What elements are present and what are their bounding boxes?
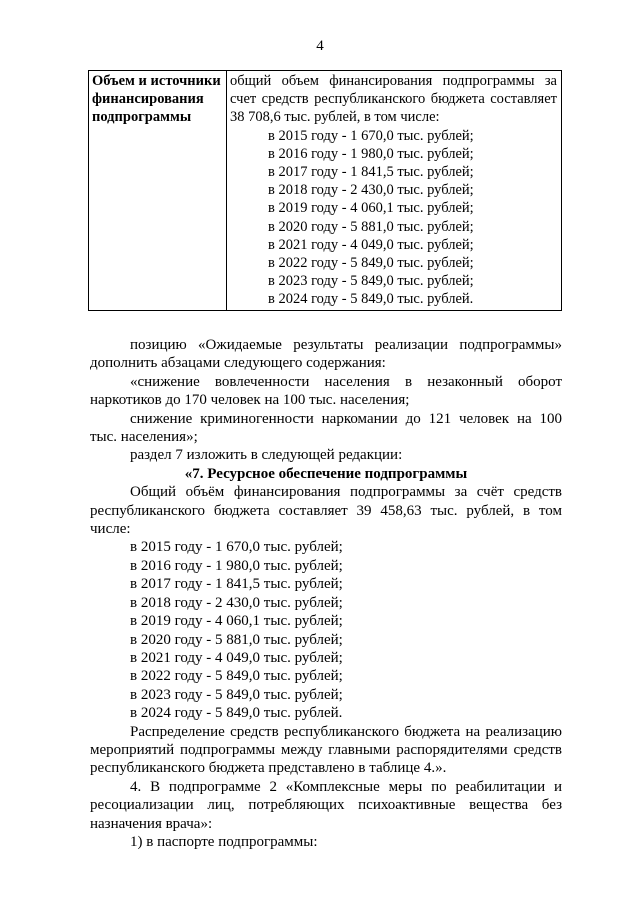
year-line: в 2022 году - 5 849,0 тыс. рублей; [268,255,474,272]
year-line: в 2021 году - 4 049,0 тыс. рублей; [268,236,474,253]
year-line: в 2016 году - 1 980,0 тыс. рублей; [130,557,343,574]
paragraph: 4. В подпрограмме 2 «Комплексные меры по реабилитации и ресоциализации лиц, потребляющих психоактивные вещества без назначения врача»: [90,778,562,832]
row-label: Объем и источники финансирования подпрограммы [89,71,227,311]
year-line: в 2020 году - 5 881,0 тыс. рублей; [268,218,474,235]
year-line: в 2018 году - 2 430,0 тыс. рублей; [268,182,474,199]
year-line: в 2015 году - 1 670,0 тыс. рублей; [268,127,474,144]
section-heading: «7. Ресурсное обеспечение подпрограммы [184,465,468,482]
year-line: в 2017 году - 1 841,5 тыс. рублей; [268,164,474,181]
year-line: в 2021 году - 4 049,0 тыс. рублей; [130,649,343,666]
year-line: в 2024 году - 5 849,0 тыс. рублей. [130,705,343,722]
paragraph: позицию «Ожидаемые результаты реализации подпрограммы» дополнить абзацами следующего содержания: [90,337,562,372]
funding-intro: общий объем финансирования подпрограммы за счет средств республиканского бюджета составляет 38 708,6 тыс. рублей, в том числе: [230,73,557,126]
year-line: в 2016 году - 1 980,0 тыс. рублей; [268,145,474,162]
paragraph: снижение криминогенности наркомании до 121 человек на 100 тыс. населения»; [90,410,562,446]
body-text [90,336,562,851]
passport-table [88,70,562,311]
page-number: 4 [316,38,324,54]
year-line: в 2019 году - 4 060,1 тыс. рублей; [268,200,474,217]
year-list [230,127,557,309]
year-line: в 2017 году - 1 841,5 тыс. рублей; [130,576,343,593]
year-line: в 2022 году - 5 849,0 тыс. рублей; [130,668,343,685]
row-value [227,71,562,311]
year-line: в 2020 году - 5 881,0 тыс. рублей; [130,631,343,648]
table-row [89,71,562,311]
paragraph: 1) в паспорте подпрограммы: [130,833,318,850]
year-line: в 2023 году - 5 849,0 тыс. рублей; [130,686,343,703]
year-line: в 2023 году - 5 849,0 тыс. рублей; [268,273,474,290]
year-line: в 2018 году - 2 430,0 тыс. рублей; [130,594,343,611]
year-list [90,538,562,722]
year-line: в 2024 году - 5 849,0 тыс. рублей. [268,291,474,308]
paragraph: раздел 7 изложить в следующей редакции: [130,447,403,464]
paragraph: «снижение вовлеченности населения в незаконный оборот наркотиков до 170 человек на 100 тыс. населения; [90,373,562,409]
paragraph: Общий объём финансирования подпрограммы за счёт средств республиканского бюджета составляет 39 458,63 тыс. рублей, в том числе: [90,484,562,538]
paragraph: Распределение средств республиканского бюджета на реализацию мероприятий подпрограммы между главными распорядителями средств республиканского бюджета представлено в таблице 4.». [90,723,562,777]
year-line: в 2019 году - 4 060,1 тыс. рублей; [130,613,343,630]
year-line: в 2015 году - 1 670,0 тыс. рублей; [130,539,343,556]
